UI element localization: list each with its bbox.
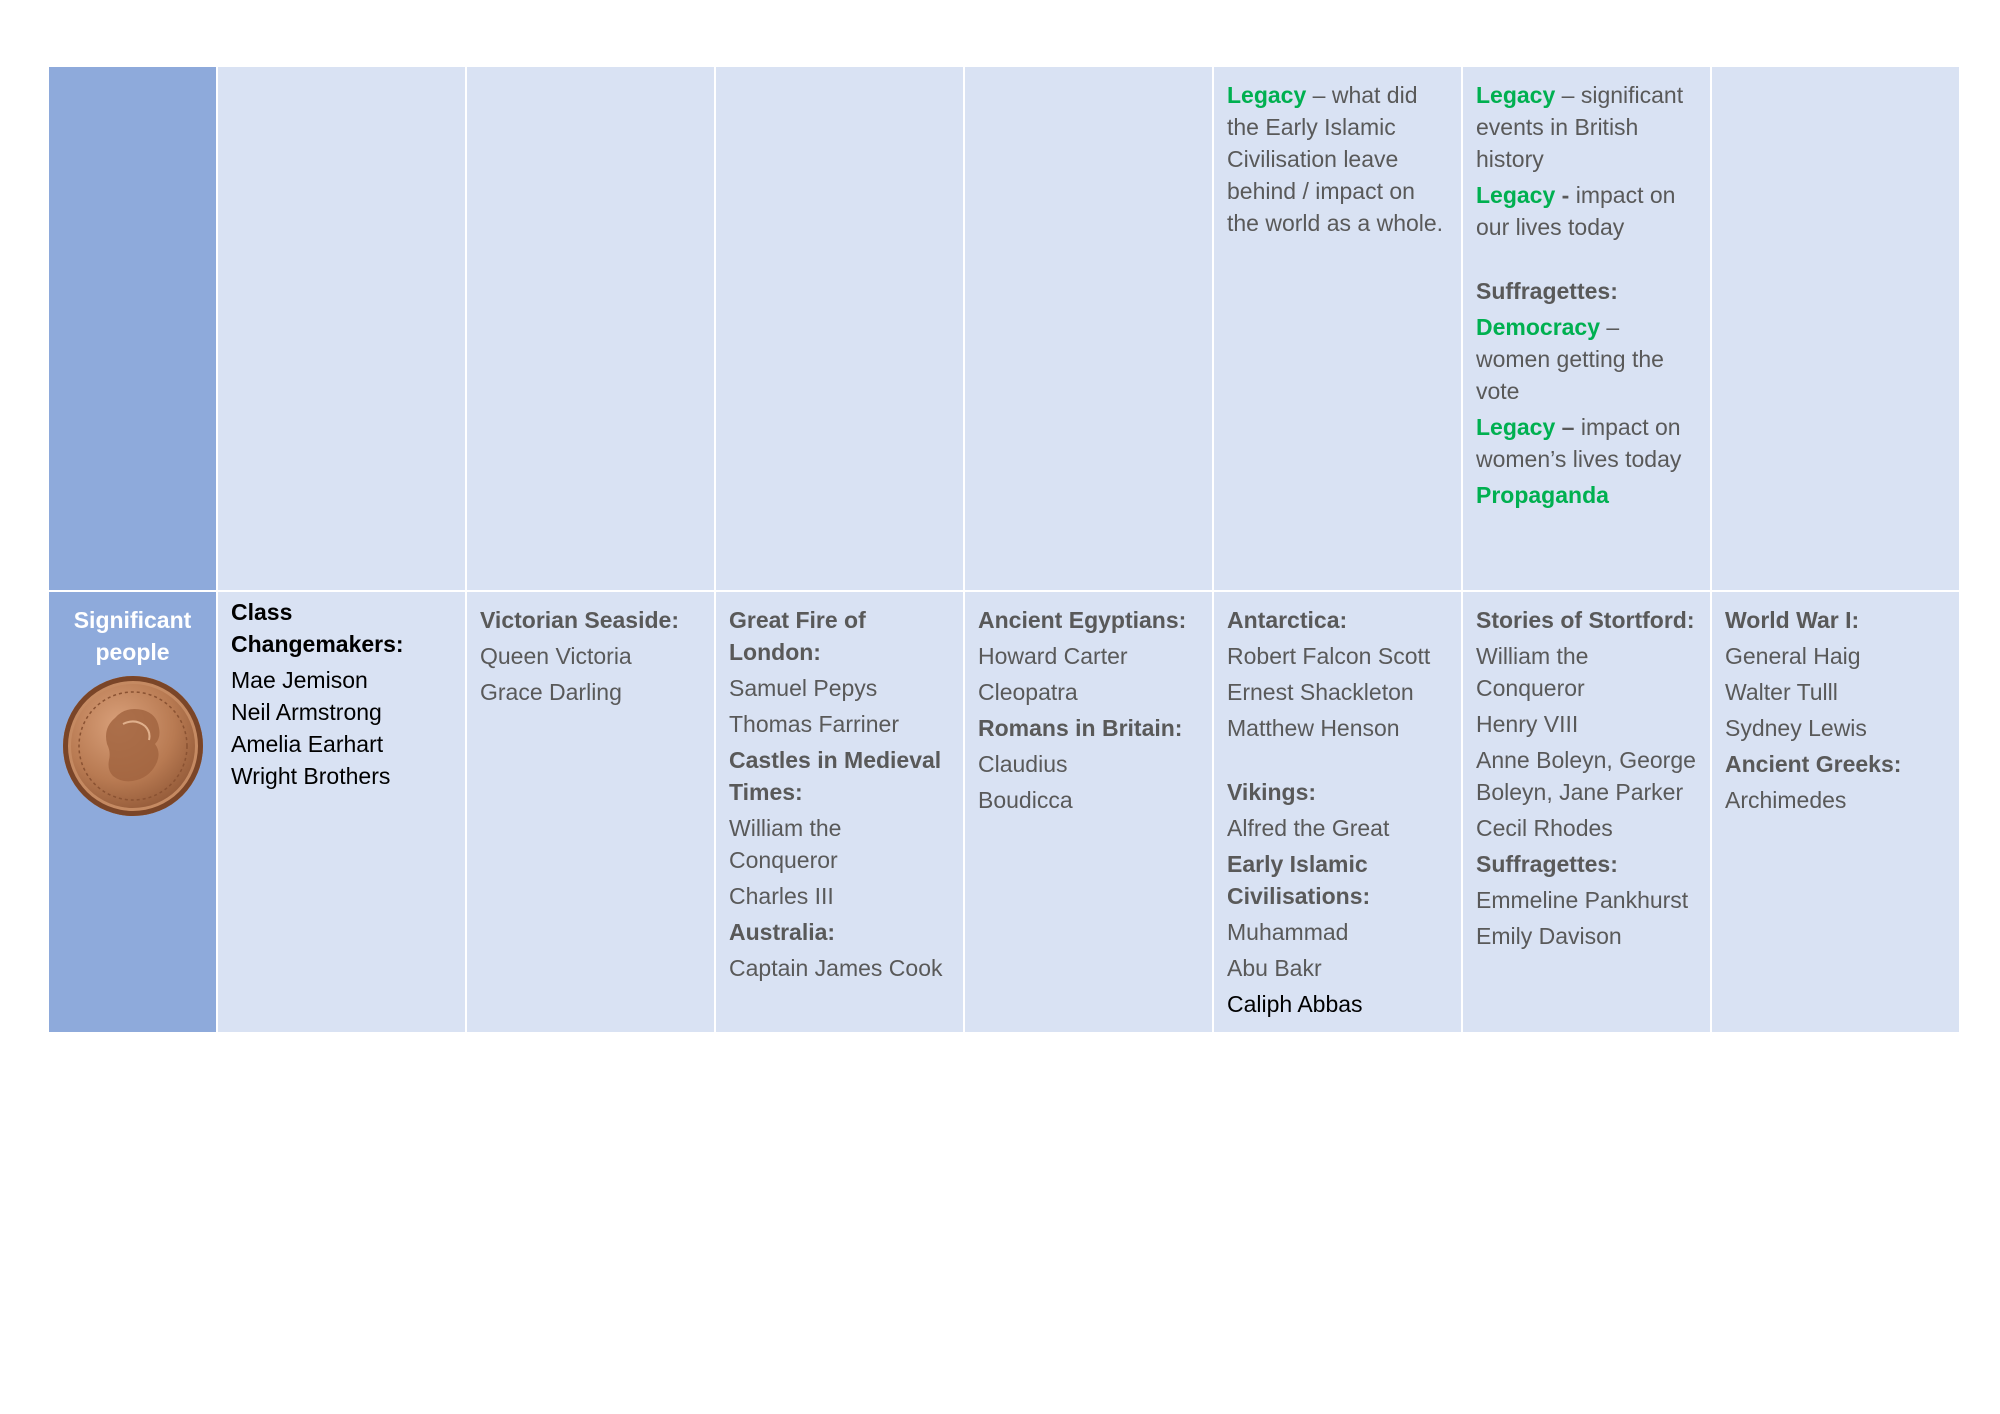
text-run: Emmeline Pankhurst: [1476, 887, 1689, 913]
text-run: Anne Boleyn, George Boleyn, Jane Parker: [1476, 747, 1696, 805]
text-run: – women getting the vote: [1476, 314, 1664, 404]
list-item: [1725, 784, 1947, 816]
cell-ancient-egyptians: [964, 591, 1213, 1032]
text-run: Suffragettes:: [1476, 851, 1618, 877]
row-header-label: Significant people: [73, 607, 192, 665]
text-run: impact on women’s lives today: [1476, 414, 1682, 472]
list-item: [729, 812, 951, 876]
list-item: [1227, 776, 1449, 808]
list-item: [978, 748, 1200, 780]
list-item: [1476, 179, 1698, 243]
table-row-significant-people: [49, 591, 1959, 1032]
list-item: [480, 676, 702, 708]
text-run: Muhammad: [1227, 919, 1349, 945]
text-run: Legacy: [1476, 82, 1556, 108]
text-run: Great Fire of London:: [729, 607, 866, 665]
text-run: Archimedes: [1725, 787, 1847, 813]
text-run: -: [1555, 182, 1570, 208]
text-run: Walter Tulll: [1725, 679, 1838, 705]
cell-antarctica: [1213, 591, 1462, 1032]
list-item: [1476, 920, 1698, 952]
text-run: –: [1555, 414, 1575, 440]
text-run: – what did the Early Islamic Civilisation leave behind / impact on the world as a whole.: [1227, 82, 1444, 236]
text-run: Robert Falcon Scott: [1227, 643, 1431, 669]
text-run: Charles III: [729, 883, 834, 909]
cell-class-changemakers: [217, 591, 466, 1032]
text-run: Amelia Earhart: [231, 731, 384, 757]
empty-cell: [1711, 67, 1959, 591]
cell-content: [1712, 592, 1959, 816]
text-run: Class Changemakers:: [231, 599, 404, 657]
text-run: Neil Armstrong: [231, 699, 382, 725]
list-item: [978, 676, 1200, 708]
list-item: [1476, 275, 1698, 307]
text-run: Wright Brothers: [231, 763, 391, 789]
list-item: [1227, 604, 1449, 636]
text-run: Grace Darling: [480, 679, 622, 705]
cell-islamic-legacy: [1213, 67, 1462, 591]
list-item: [978, 784, 1200, 816]
text-run: Queen Victoria: [480, 643, 632, 669]
list-item: [729, 880, 951, 912]
list-item: [1476, 411, 1698, 475]
curriculum-table: [49, 67, 1959, 1032]
text-run: Boudicca: [978, 787, 1073, 813]
cell-content: [1463, 592, 1710, 952]
list-item: [1227, 79, 1449, 239]
list-item: [1476, 479, 1698, 511]
empty-cell: [964, 67, 1213, 591]
text-run: Cleopatra: [978, 679, 1078, 705]
empty-cell: [466, 67, 715, 591]
list-item: [231, 728, 453, 760]
cell-great-fire: [715, 591, 964, 1032]
list-item: [1476, 640, 1698, 704]
list-item: [231, 596, 453, 660]
cell-content: [467, 592, 714, 708]
cell-world-war-one: [1711, 591, 1959, 1032]
cell-content: [965, 592, 1212, 816]
list-item: [1227, 916, 1449, 948]
text-run: Caliph Abbas: [1227, 991, 1363, 1017]
text-run: Antarctica:: [1227, 607, 1348, 633]
text-run: Cecil Rhodes: [1476, 815, 1613, 841]
list-item: [978, 604, 1200, 636]
text-run: Mae Jemison: [231, 667, 368, 693]
text-run: Sydney Lewis: [1725, 715, 1867, 741]
list-item: [1227, 848, 1449, 912]
text-run: Democracy: [1476, 314, 1601, 340]
text-run: Victorian Seaside:: [480, 607, 679, 633]
text-run: Abu Bakr: [1227, 955, 1322, 981]
list-item: [1725, 676, 1947, 708]
list-item: [729, 744, 951, 808]
list-item: [480, 604, 702, 636]
list-item: [231, 696, 453, 728]
text-run: Ernest Shackleton: [1227, 679, 1414, 705]
list-item: [1227, 812, 1449, 844]
list-item: [1725, 748, 1947, 780]
text-run: Castles in Medieval Times:: [729, 747, 942, 805]
list-item: [1476, 604, 1698, 636]
list-item: [1476, 848, 1698, 880]
text-run: Captain James Cook: [729, 955, 943, 981]
text-run: Ancient Egyptians:: [978, 607, 1187, 633]
cell-content: [716, 592, 963, 984]
cell-content: [218, 592, 465, 792]
list-item: [231, 760, 453, 792]
row-header-cell: [49, 67, 217, 591]
list-item: [1227, 952, 1449, 984]
text-run: Suffragettes:: [1476, 278, 1618, 304]
table-row-legacy: [49, 67, 1959, 591]
list-item: [231, 664, 453, 696]
text-run: Claudius: [978, 751, 1068, 777]
text-run: Emily Davison: [1476, 923, 1622, 949]
row-header-significant-people: [49, 591, 217, 1032]
text-run: William the Conqueror: [729, 815, 842, 873]
list-item: [1476, 744, 1698, 808]
list-item: [978, 640, 1200, 672]
text-run: Legacy: [1476, 414, 1556, 440]
text-run: Romans in Britain:: [978, 715, 1183, 741]
text-run: Ancient Greeks:: [1725, 751, 1902, 777]
spacer: [1476, 247, 1698, 275]
text-run: Legacy: [1227, 82, 1307, 108]
list-item: [1227, 712, 1449, 744]
text-run: Henry VIII: [1476, 711, 1579, 737]
text-run: Alfred the Great: [1227, 815, 1390, 841]
cell-british-legacy: [1462, 67, 1711, 591]
list-item: [1227, 988, 1449, 1020]
text-run: World War I:: [1725, 607, 1860, 633]
text-run: Australia:: [729, 919, 836, 945]
list-item: [729, 916, 951, 948]
list-item: [1476, 884, 1698, 916]
list-item: [729, 672, 951, 704]
list-item: [729, 604, 951, 668]
list-item: [1725, 640, 1947, 672]
list-item: [978, 712, 1200, 744]
empty-cell: [217, 67, 466, 591]
cell-victorian-seaside: [466, 591, 715, 1032]
list-item: [1725, 712, 1947, 744]
text-run: General Haig: [1725, 643, 1861, 669]
list-item: [1476, 79, 1698, 175]
spacer: [1227, 748, 1449, 776]
penny-coin-icon: [63, 676, 203, 816]
empty-cell: [715, 67, 964, 591]
text-run: William the Conqueror: [1476, 643, 1589, 701]
text-run: Vikings:: [1227, 779, 1317, 805]
cell-content: [1463, 67, 1710, 511]
list-item: [480, 640, 702, 672]
text-run: Stories of Stortford:: [1476, 607, 1695, 633]
text-run: Legacy: [1476, 182, 1556, 208]
text-run: Howard Carter: [978, 643, 1128, 669]
list-item: [1476, 311, 1698, 407]
list-item: [1476, 812, 1698, 844]
text-run: Samuel Pepys: [729, 675, 878, 701]
list-item: [729, 952, 951, 984]
text-run: Propaganda: [1476, 482, 1609, 508]
text-run: – significant events in British history: [1476, 82, 1684, 172]
cell-content: [1214, 592, 1461, 1020]
list-item: [729, 708, 951, 740]
text-run: Matthew Henson: [1227, 715, 1400, 741]
list-item: [1725, 604, 1947, 636]
list-item: [1227, 676, 1449, 708]
text-run: Early Islamic Civilisations:: [1227, 851, 1371, 909]
text-run: impact on our lives today: [1476, 182, 1676, 240]
list-item: [1227, 640, 1449, 672]
cell-content: [1214, 67, 1461, 239]
text-run: Thomas Farriner: [729, 711, 899, 737]
list-item: [1476, 708, 1698, 740]
cell-stories-of-stortford: [1462, 591, 1711, 1032]
